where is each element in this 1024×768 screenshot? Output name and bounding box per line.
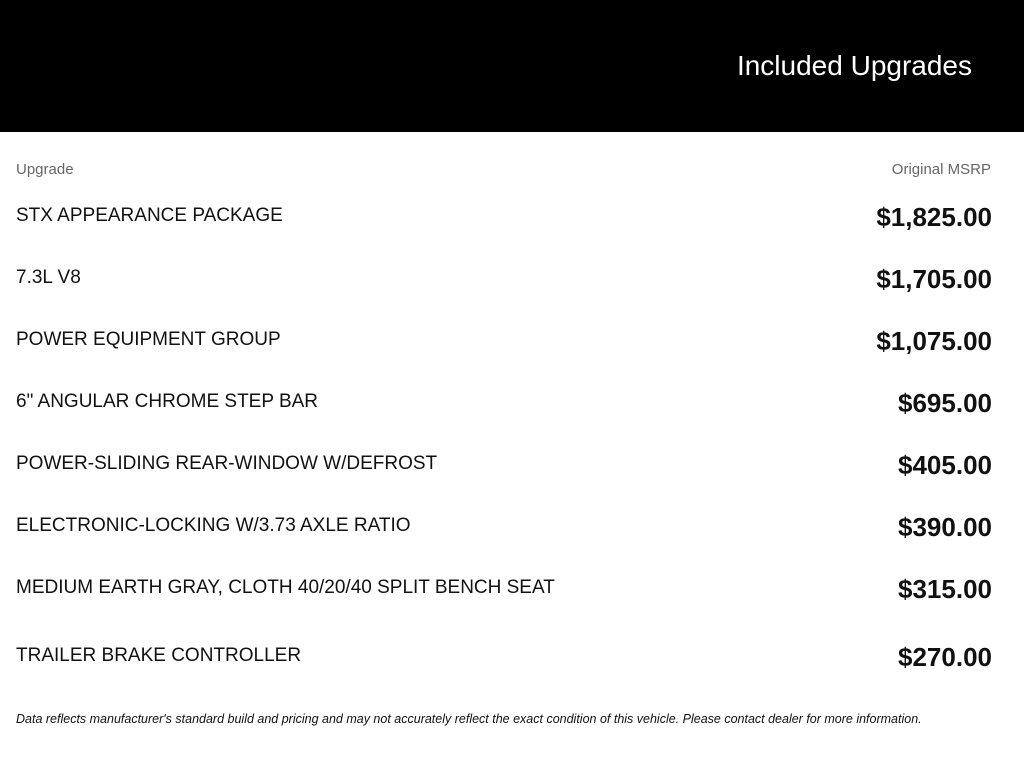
upgrade-name: POWER EQUIPMENT GROUP bbox=[16, 329, 281, 350]
upgrade-name: 6" ANGULAR CHROME STEP BAR bbox=[16, 391, 319, 412]
upgrade-name: POWER-SLIDING REAR-WINDOW W/DEFROST bbox=[16, 453, 438, 474]
upgrade-price: $695.00 bbox=[898, 388, 992, 418]
page-title: Included Upgrades bbox=[736, 50, 972, 81]
table-header bbox=[0, 132, 1024, 192]
upgrade-name: STX APPEARANCE PACKAGE bbox=[16, 205, 283, 226]
upgrade-name: ELECTRONIC-LOCKING W/3.73 AXLE RATIO bbox=[16, 515, 411, 536]
table-row bbox=[0, 564, 1024, 632]
upgrade-price: $1,075.00 bbox=[876, 326, 992, 356]
table-row bbox=[0, 440, 1024, 502]
disclaimer-text: Data reflects manufacturer's standard build and pricing and may not accurately reflect the exact condition of this vehicle. Please contact dealer for more information. bbox=[16, 712, 922, 726]
upgrades-table bbox=[0, 132, 1024, 694]
column-header-upgrade: Upgrade bbox=[16, 161, 74, 178]
table-row bbox=[0, 378, 1024, 440]
upgrade-price: $270.00 bbox=[898, 642, 992, 672]
upgrade-price: $1,825.00 bbox=[876, 202, 992, 232]
upgrade-price: $405.00 bbox=[898, 450, 992, 480]
table-row bbox=[0, 632, 1024, 694]
table-row bbox=[0, 192, 1024, 254]
table-row bbox=[0, 254, 1024, 316]
upgrade-price: $1,705.00 bbox=[876, 264, 992, 294]
upgrade-price: $315.00 bbox=[898, 574, 992, 604]
column-header-msrp: Original MSRP bbox=[891, 161, 991, 178]
upgrade-price: $390.00 bbox=[898, 512, 992, 542]
upgrade-name: 7.3L V8 bbox=[16, 267, 81, 288]
upgrade-name: TRAILER BRAKE CONTROLLER bbox=[16, 645, 302, 666]
table-row bbox=[0, 502, 1024, 564]
table-row bbox=[0, 316, 1024, 378]
header-banner bbox=[0, 0, 1024, 132]
upgrade-name: MEDIUM EARTH GRAY, CLOTH 40/20/40 SPLIT BENCH SEAT bbox=[16, 577, 555, 598]
